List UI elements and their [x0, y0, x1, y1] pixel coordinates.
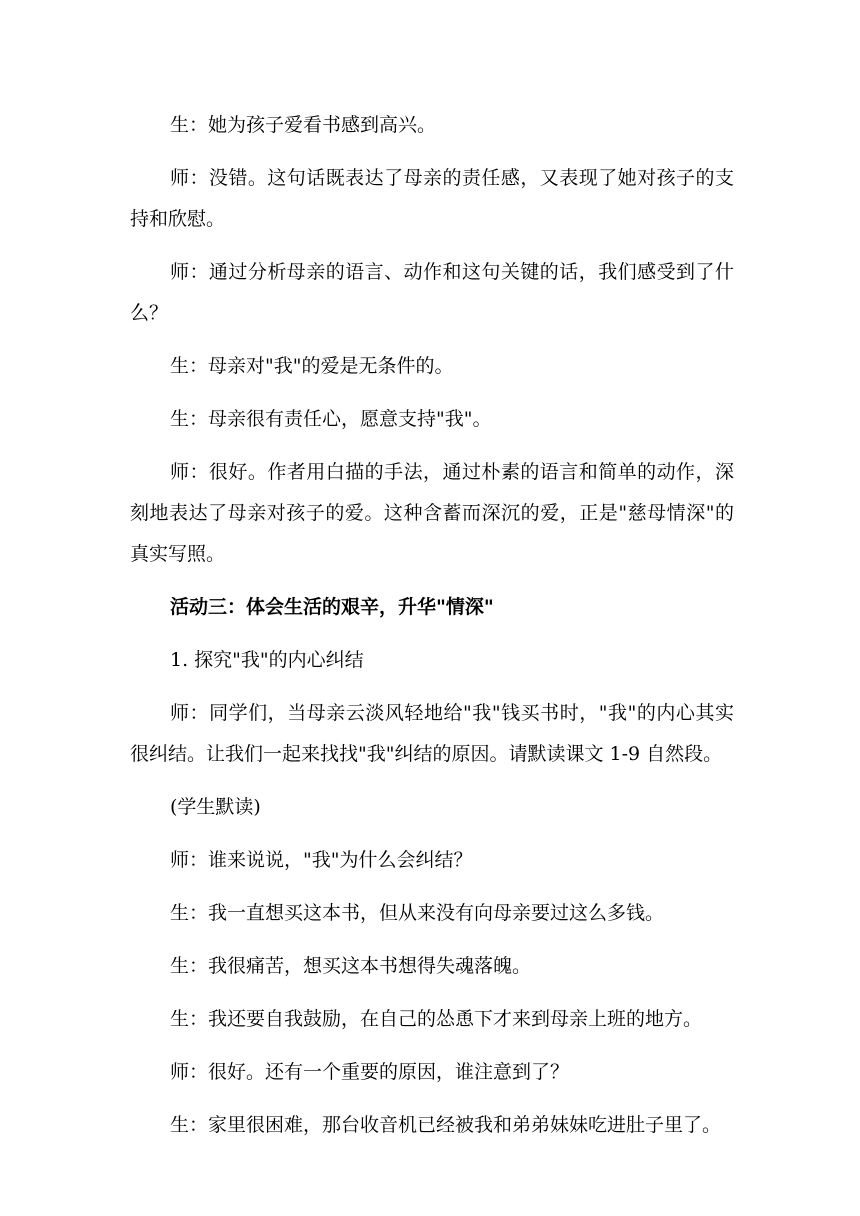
dialogue-paragraph: 生：我还要自我鼓励，在自己的怂恿下才来到母亲上班的地方。 — [170, 1008, 703, 1030]
dialogue-paragraph: 师：很好。作者用白描的手法，通过朴素的语言和简单的动作，深刻地表达了母亲对孩子的爱。这种含蓄而深沉的爱，正是"慈母情深"的真实写照。 — [130, 461, 734, 565]
dialogue-paragraph: 生：家里很困难，那台收音机已经被我和弟弟妹妹吃进肚子里了。 — [170, 1114, 722, 1136]
dialogue-paragraph: 生：她为孩子爱看书感到高兴。 — [170, 114, 437, 136]
stage-direction: (学生默读) — [170, 796, 261, 818]
dialogue-paragraph: 师：同学们，当母亲云淡风轻地给"我"钱买书时，"我"的内心其实很纠结。让我们一起来找找"我"纠结的原因。请默读课文 1-9 自然段。 — [130, 702, 734, 765]
dialogue-paragraph: 生：母亲很有责任心，愿意支持"我"。 — [170, 408, 492, 430]
dialogue-paragraph: 生：母亲对"我"的爱是无条件的。 — [170, 355, 454, 377]
dialogue-paragraph: 生：我很痛苦，想买这本书想得失魂落魄。 — [170, 955, 532, 977]
dialogue-paragraph: 师：通过分析母亲的语言、动作和这句关键的话，我们感受到了什么？ — [130, 261, 734, 324]
dialogue-paragraph: 师：没错。这句话既表达了母亲的责任感，又表现了她对孩子的支持和欣慰。 — [130, 167, 734, 230]
section-heading: 活动三：体会生活的艰辛，升华"情深" — [170, 596, 494, 618]
document-page — [130, 105, 734, 1146]
subsection-heading: 1. 探究"我"的内心纠结 — [170, 649, 364, 671]
dialogue-paragraph: 师：谁来说说，"我"为什么会纠结？ — [170, 849, 473, 871]
dialogue-paragraph: 生：我一直想买这本书，但从来没有向母亲要过这么多钱。 — [170, 902, 665, 924]
dialogue-paragraph: 师：很好。还有一个重要的原因，谁注意到了？ — [170, 1061, 570, 1083]
